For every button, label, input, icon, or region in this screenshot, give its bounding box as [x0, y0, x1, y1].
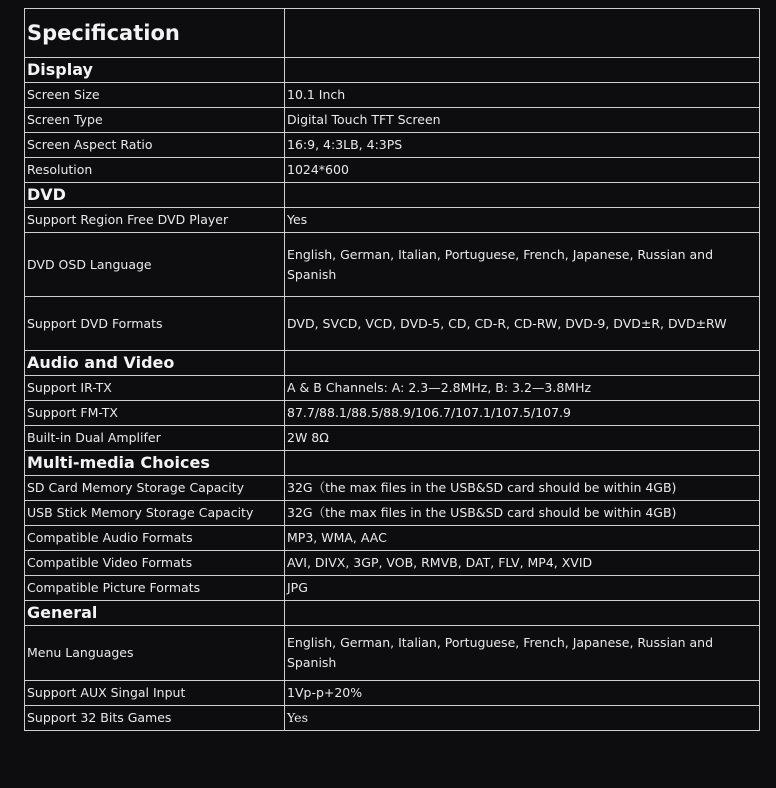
table-row	[25, 626, 760, 681]
table-row	[25, 401, 760, 426]
section-empty-cell	[285, 351, 760, 376]
spec-label: Support IR-TX	[25, 376, 285, 401]
spec-label: DVD OSD Language	[25, 233, 285, 297]
table-row	[25, 108, 760, 133]
table-row	[25, 681, 760, 706]
spec-label: Support DVD Formats	[25, 297, 285, 351]
spec-value: 32G（the max files in the USB&SD card should be within 4GB)	[285, 476, 760, 501]
spec-label: Menu Languages	[25, 626, 285, 681]
table-row	[25, 208, 760, 233]
table-row	[25, 233, 760, 297]
table-row	[25, 376, 760, 401]
spec-value: 1Vp-p+20%	[285, 681, 760, 706]
spec-value: 87.7/88.1/88.5/88.9/106.7/107.1/107.5/107.9	[285, 401, 760, 426]
spec-value: AVI, DIVX, 3GP, VOB, RMVB, DAT, FLV, MP4, XVID	[285, 551, 760, 576]
section-header-row	[25, 601, 760, 626]
section-empty-cell	[285, 601, 760, 626]
table-row	[25, 426, 760, 451]
section-header-row	[25, 451, 760, 476]
section-header-row	[25, 351, 760, 376]
spec-value: Yes	[285, 208, 760, 233]
table-row	[25, 83, 760, 108]
spec-value: Yes	[285, 706, 760, 731]
section-header-row	[25, 183, 760, 208]
section-empty-cell	[285, 58, 760, 83]
spec-value: 32G（the max files in the USB&SD card should be within 4GB)	[285, 501, 760, 526]
section-header-row	[25, 58, 760, 83]
spec-label: USB Stick Memory Storage Capacity	[25, 501, 285, 526]
table-row	[25, 706, 760, 731]
table-row	[25, 526, 760, 551]
section-empty-cell	[285, 451, 760, 476]
section-title-audio-video: Audio and Video	[25, 351, 285, 376]
spec-value: JPG	[285, 576, 760, 601]
spec-value: A & B Channels: A: 2.3—2.8MHz, B: 3.2—3.8MHz	[285, 376, 760, 401]
spec-value: 2W 8Ω	[285, 426, 760, 451]
spec-value: English, German, Italian, Portuguese, French, Japanese, Russian and Spanish	[285, 626, 760, 681]
spec-label: Support FM-TX	[25, 401, 285, 426]
spec-label: Resolution	[25, 158, 285, 183]
spec-value: 10.1 Inch	[285, 83, 760, 108]
title-row	[25, 9, 760, 58]
spec-value: English, German, Italian, Portuguese, French, Japanese, Russian and Spanish	[285, 233, 760, 297]
spec-label: Support 32 Bits Games	[25, 706, 285, 731]
table-row	[25, 133, 760, 158]
spec-value: 16:9, 4:3LB, 4:3PS	[285, 133, 760, 158]
spec-label: Support AUX Singal Input	[25, 681, 285, 706]
table-row	[25, 476, 760, 501]
spec-label: Compatible Audio Formats	[25, 526, 285, 551]
spec-label: Screen Type	[25, 108, 285, 133]
spec-label: Screen Aspect Ratio	[25, 133, 285, 158]
section-title-multimedia: Multi-media Choices	[25, 451, 285, 476]
title-empty-cell	[285, 9, 760, 58]
table-row	[25, 551, 760, 576]
page-title: Specification	[25, 9, 285, 58]
section-title-general: General	[25, 601, 285, 626]
table-row	[25, 501, 760, 526]
spec-label: SD Card Memory Storage Capacity	[25, 476, 285, 501]
spec-label: Built-in Dual Amplifer	[25, 426, 285, 451]
spec-value: 1024*600	[285, 158, 760, 183]
spec-label: Compatible Picture Formats	[25, 576, 285, 601]
spec-value: DVD, SVCD, VCD, DVD-5, CD, CD-R, CD-RW, DVD-9, DVD±R, DVD±RW	[285, 297, 760, 351]
table-row	[25, 297, 760, 351]
specification-table	[24, 8, 760, 731]
spec-value: MP3, WMA, AAC	[285, 526, 760, 551]
section-empty-cell	[285, 183, 760, 208]
section-title-display: Display	[25, 58, 285, 83]
spec-value: Digital Touch TFT Screen	[285, 108, 760, 133]
spec-label: Screen Size	[25, 83, 285, 108]
section-title-dvd: DVD	[25, 183, 285, 208]
table-row	[25, 158, 760, 183]
spec-label: Support Region Free DVD Player	[25, 208, 285, 233]
spec-label: Compatible Video Formats	[25, 551, 285, 576]
table-row	[25, 576, 760, 601]
